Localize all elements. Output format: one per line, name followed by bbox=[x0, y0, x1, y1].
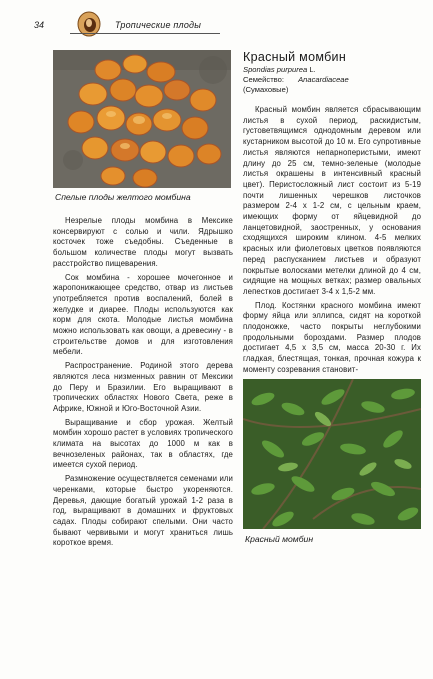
right-body-text bbox=[243, 105, 421, 376]
family-russian: (Сумаховые) bbox=[243, 85, 289, 94]
paragraph: Красный момбин является сбрасывающим листья в сухой период, раскидистым, густоветвящимся однодомным деревом или кустарником высотой до 10 м. Его супротивные листья являются непарноперистыми, имеют длину до 25 см, темно-зеленые (молодые листья окрашены в интенсивный красный цвет). Перистосложный лист состоит из 5-19 почти лишенных черешков листочков размером 2-4 х 1-2 см, с цельным краем, имеющих форму от яйцевидной до ланцетовидной, заостренных, у основания сходящихся широким клином. 4-5 мелких красных или фиолетовых цветков появляются перед распусканием листьев и образуют покрытые волосками метелки длиной до 4 см, сидящие на мощных ветках; размер овальных лепестков достигает 3-4 х 1,5-2 мм. bbox=[243, 105, 421, 296]
photo-caption-red-mombin: Красный момбин bbox=[245, 533, 314, 544]
family-label: Семейство: bbox=[243, 75, 284, 84]
red-mombin-foliage-photo bbox=[243, 379, 421, 529]
right-column bbox=[243, 50, 421, 544]
paragraph: Выращивание и сбор урожая. Желтый момбин хорошо растет в условиях тропического климата на высотах до 1000 м как в вечнозеленых районах, так в областях, где имеется сухой период. bbox=[53, 417, 233, 470]
running-header-title: Тропические плоды bbox=[115, 20, 202, 30]
family-line bbox=[243, 75, 421, 85]
family-latin: Anacardiaceae bbox=[298, 75, 349, 84]
paragraph: Распространение. Родиной этого дерева являются леса низменных равнин от Мексики до Перу и Бразилии. Его выращивают в тропических областях Нового Света, реже в Африке, Южной и Юго-Восточной Азии. bbox=[53, 361, 233, 413]
paragraph: Незрелые плоды момбина в Мексике консервируют с солью и чили. Ядрышко косточек тоже съедобны. Съеденные в большом количестве плоды могут вызвать расстройство пищеварения. bbox=[53, 216, 233, 268]
paragraph: Сок момбина - хорошее мочегонное и жаропонижающее средство, отвар из листьев употребляется против воспалений, болей в желудке и диарее. Плоды используются как корм для скота. Молодые листья момбина можно использовать как овощи, а древесину - в строительстве домов и для изготовления мебели. bbox=[53, 272, 233, 357]
photo-caption-yellow-mombin: Спелые плоды желтого момбина bbox=[55, 192, 191, 202]
header-rule bbox=[70, 33, 220, 34]
left-column bbox=[53, 50, 233, 552]
left-body-text bbox=[53, 216, 233, 549]
paragraph: Размножение осуществляется семенами или черенками, которые быстро укореняются. Деревья, дающие богатый урожай 1-2 раза в год, выращивают в домашних и фруктовых садах. Плоды собирают спелыми. Они часто бывают червивыми и могут храниться лишь короткое время. bbox=[53, 474, 233, 548]
yellow-mombin-fruits-photo bbox=[53, 50, 231, 188]
latin-author: L. bbox=[309, 65, 316, 74]
page-header bbox=[0, 0, 433, 44]
page-number: 34 bbox=[34, 20, 45, 30]
species-title: Красный момбин bbox=[243, 50, 347, 64]
paragraph: Плод. Костянки красного момбина имеют форму яйца или эллипса, сидят на короткой плодоножке, часто покрыты неглубокими продольными бороздами. Размер плодов достигает 4,5 х 3,5 см, масса 20-30 г. Их гладкая, блестящая, тонкая, прочная кожура к моменту созревания становит- bbox=[243, 300, 421, 374]
latin-binomial: Spondias purpurea bbox=[243, 65, 308, 74]
latin-name bbox=[243, 65, 421, 75]
